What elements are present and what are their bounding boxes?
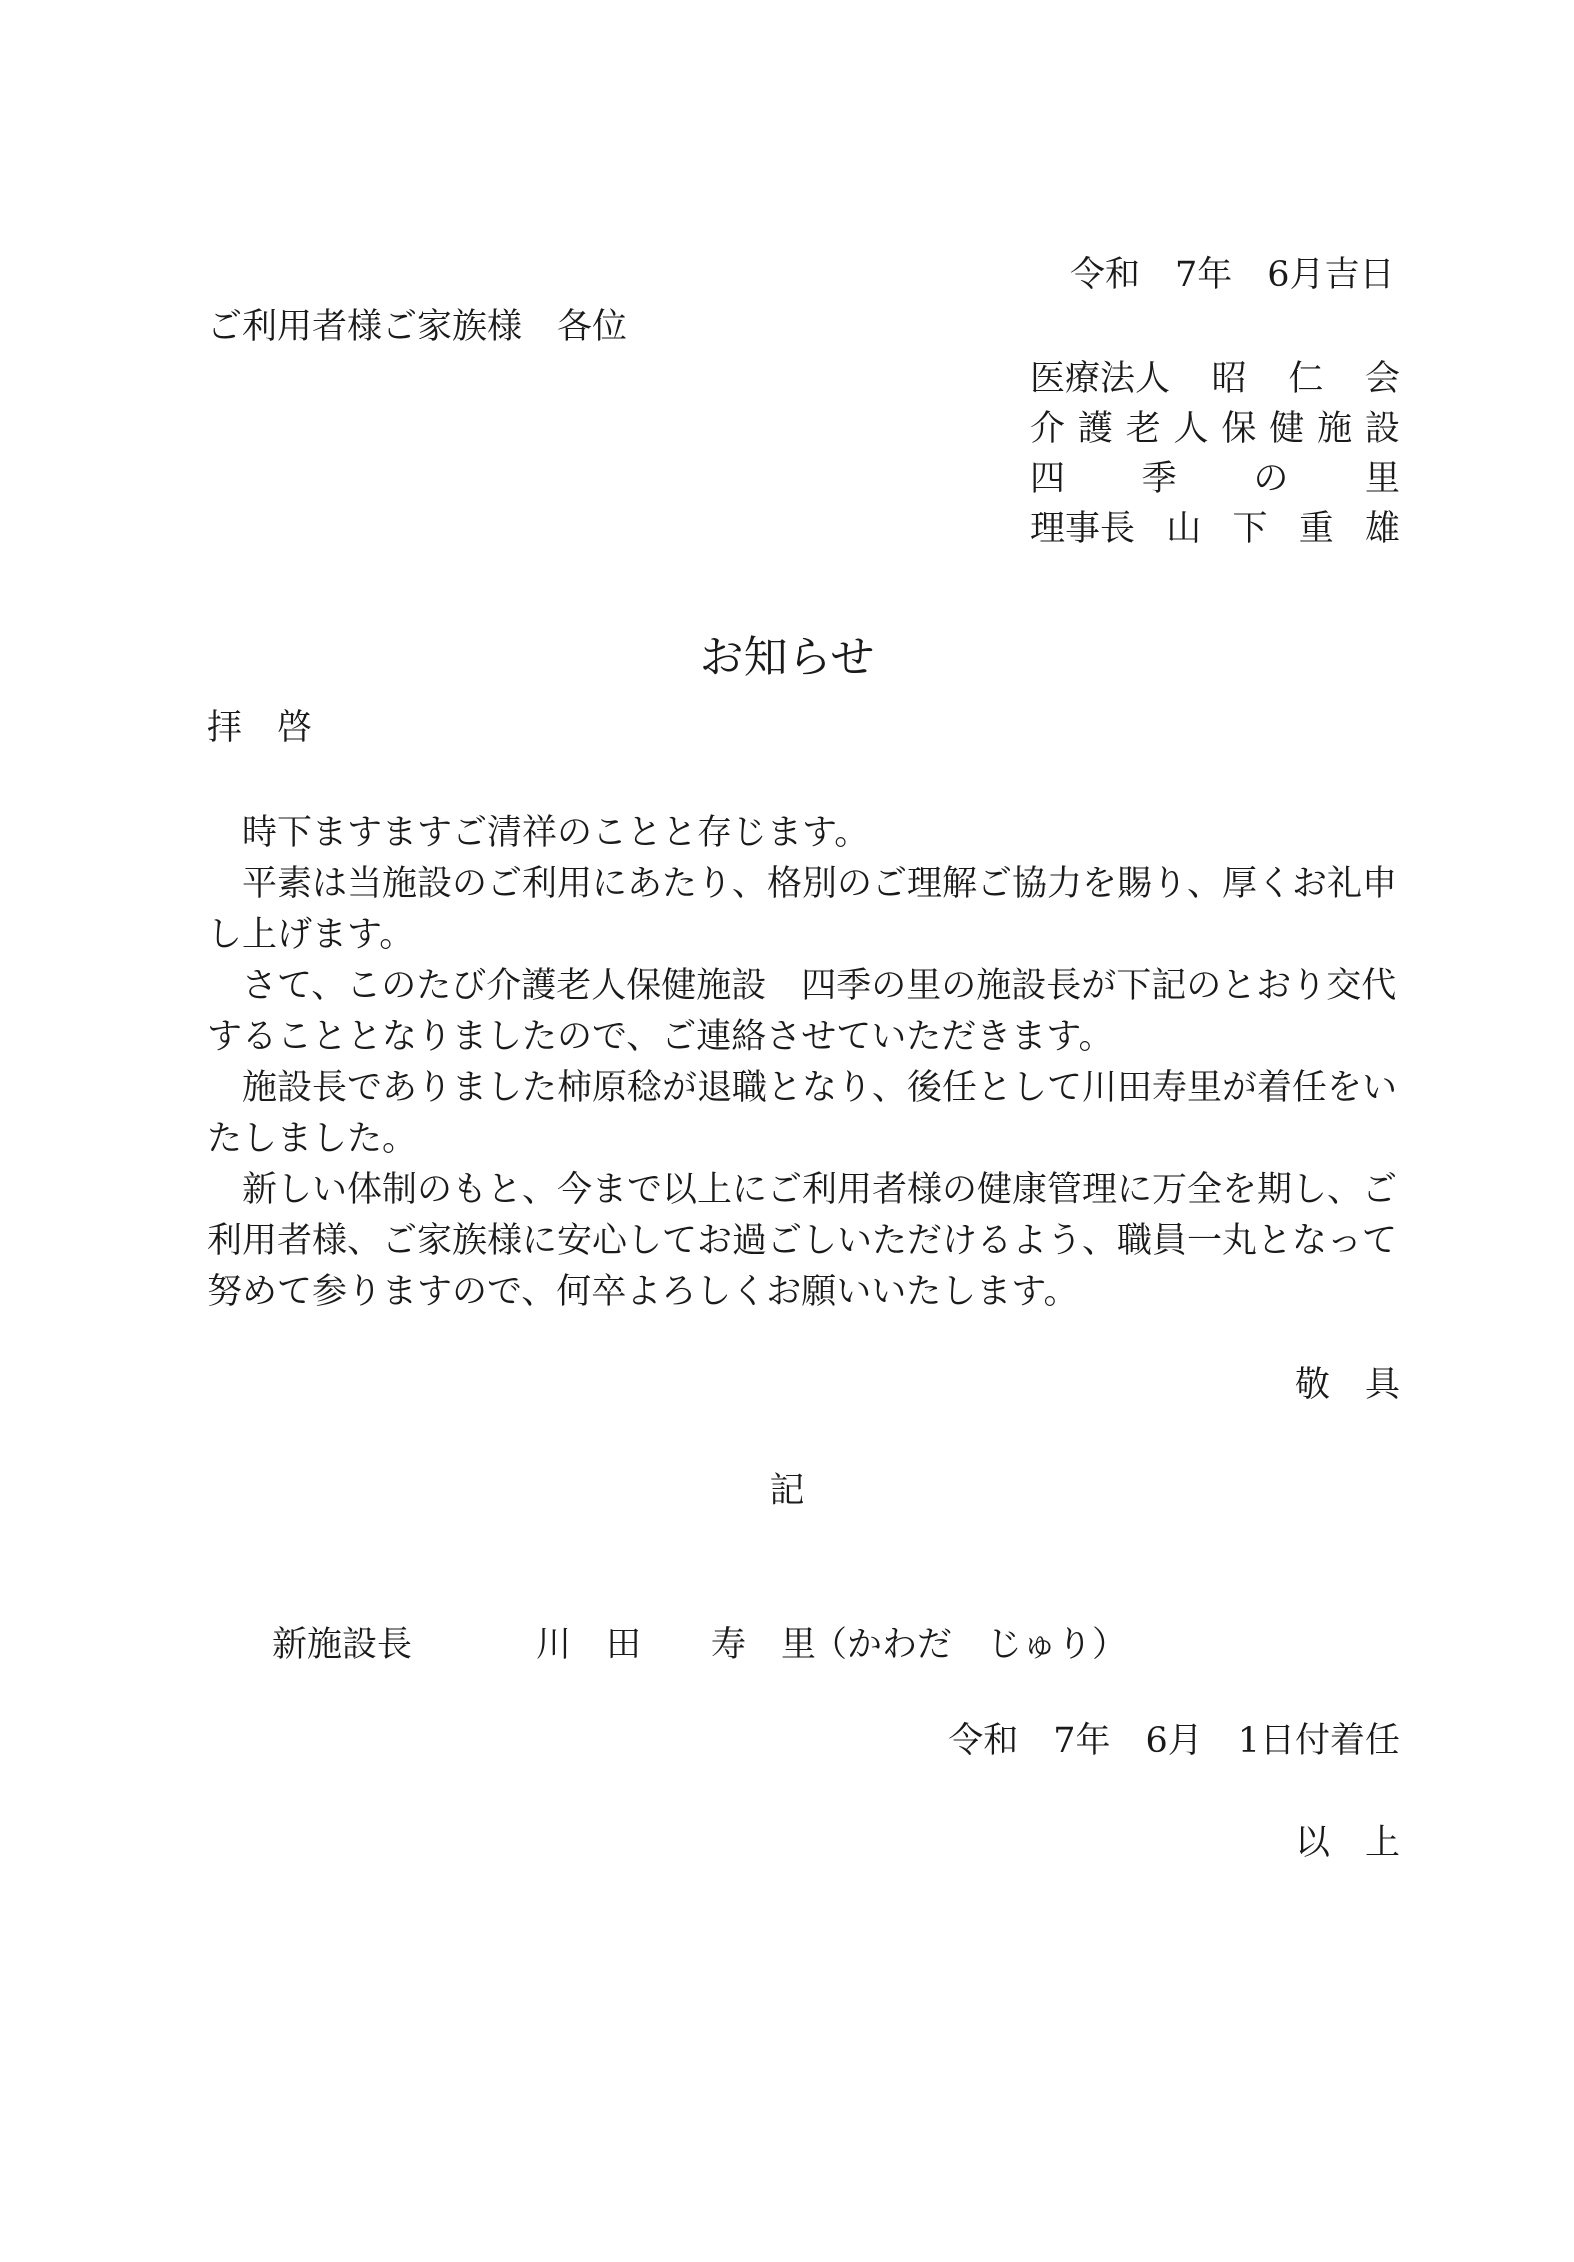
- record-heading: 記: [769, 1471, 805, 1511]
- sender-text: 保: [1221, 409, 1257, 449]
- sender-text: 施: [1317, 409, 1353, 449]
- closing-salutation: 敬 具: [1294, 1365, 1400, 1405]
- body-paragraph: さて、このたび介護老人保健施設 四季の里の施設長が下記のとおり交代することとなりましたので、ご連絡させていただきます。: [207, 966, 1397, 1057]
- sender-line-facility-type: [1030, 406, 1400, 452]
- sender-text: 護: [1077, 409, 1113, 449]
- sender-line-corporation: [1030, 356, 1400, 402]
- letter-body: [207, 808, 1402, 1318]
- body-paragraph: 新しい体制のもと、今まで以上にご利用者様の健康管理に万全を期し、ご利用者様、ご家族様に安心してお過ごしいただけるよう、職員一丸となって努めて参りますので、何卒よろしくお願いいたします。: [207, 1170, 1398, 1312]
- sender-line-chairman: [1030, 506, 1400, 552]
- sender-text: 昭: [1211, 359, 1247, 399]
- sender-text: 四: [1030, 459, 1066, 499]
- sender-text: 老: [1125, 409, 1161, 449]
- record-name: 川 田 寿 里: [536, 1625, 817, 1665]
- end-mark: 以 上: [1294, 1823, 1400, 1863]
- body-paragraph: 施設長でありました柿原稔が退職となり、後任として川田寿里が着任をいたしました。: [207, 1068, 1398, 1159]
- sender-text: 介: [1030, 409, 1066, 449]
- sender-text: 会: [1364, 359, 1400, 399]
- sender-text: 理事長: [1030, 509, 1136, 549]
- sender-text: 設: [1364, 409, 1400, 449]
- sender-line-facility-name: [1030, 456, 1400, 502]
- opening-salutation: 拝 啓: [207, 708, 313, 748]
- sender-text: 山: [1166, 509, 1202, 549]
- sender-text: 人: [1173, 409, 1209, 449]
- effective-date: 令和 7年 6月 1日付着任: [948, 1721, 1400, 1761]
- sender-text: 医療法人: [1030, 359, 1171, 399]
- body-paragraph: 時下ますますご清祥のことと存じます。: [242, 813, 870, 853]
- sender-text: 重: [1298, 509, 1334, 549]
- sender-text: 仁: [1288, 359, 1324, 399]
- sender-text: の: [1253, 459, 1289, 499]
- sender-text: 下: [1232, 509, 1268, 549]
- body-paragraph: 平素は当施設のご利用にあたり、格別のご理解ご協力を賜り、厚くお礼申し上げます。: [207, 864, 1398, 955]
- addressee: ご利用者様ご家族様 各位: [207, 307, 628, 347]
- record-name-reading: （かわだ じゅり）: [812, 1625, 1128, 1665]
- sender-text: 里: [1364, 459, 1400, 499]
- sender-text: 雄: [1364, 509, 1400, 549]
- sender-text: 健: [1269, 409, 1305, 449]
- record-label: 新施設長: [272, 1625, 413, 1665]
- sender-text: 季: [1141, 459, 1177, 499]
- page-title: お知らせ: [699, 632, 875, 683]
- letter-date: 令和 7年 6月吉日: [1070, 255, 1395, 295]
